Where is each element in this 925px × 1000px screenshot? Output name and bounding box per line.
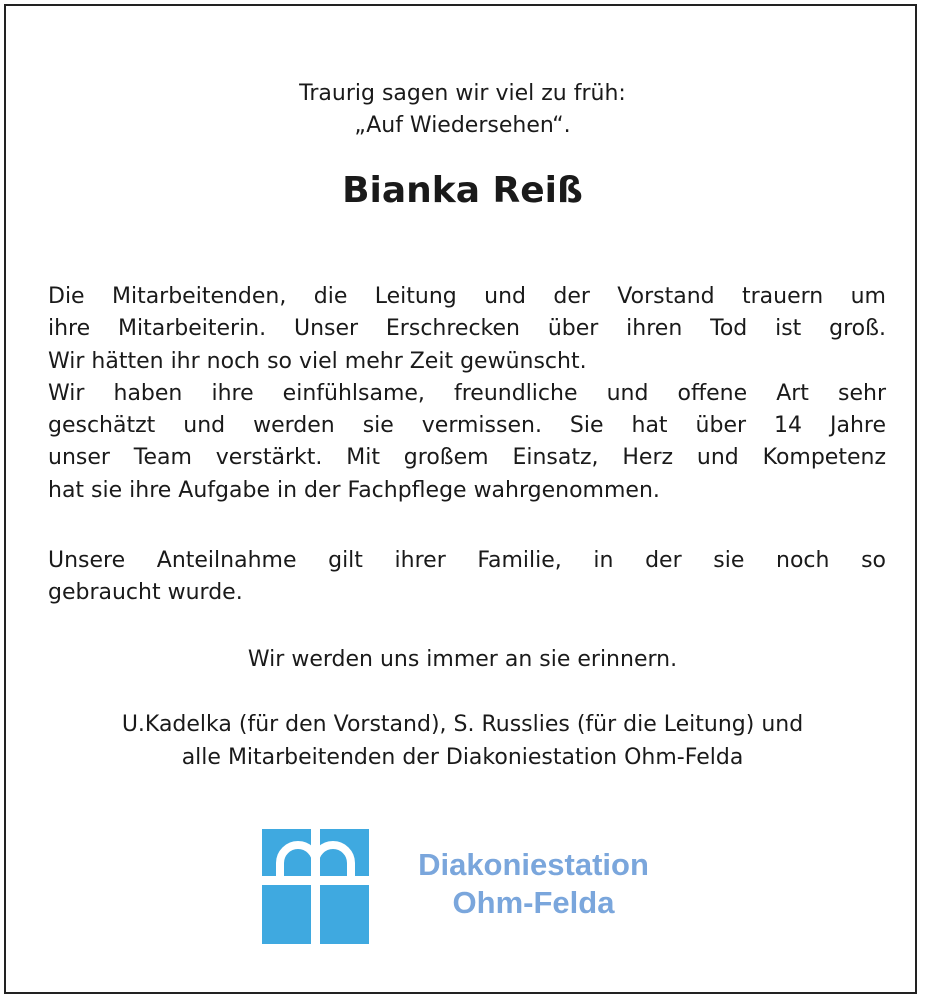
- paragraph-line: Unsere Anteilnahme gilt ihrer Familie, in der sie noch so: [48, 548, 886, 573]
- paragraph-line: geschätzt und werden sie vermissen. Sie hat über 14 Jahre: [48, 413, 886, 439]
- signature-block: [0, 709, 925, 774]
- deceased-name: Bianka Reiß: [342, 170, 583, 211]
- paragraph-line: unser Team verstärkt. Mit großem Einsatz, Herz und Kompetenz: [48, 445, 886, 471]
- condolence-paragraph: [48, 281, 886, 507]
- paragraph-line: Die Mitarbeitenden, die Leitung und der Vorstand trauern um: [48, 284, 886, 309]
- signature-line-1: U.Kadelka (für den Vorstand), S. Russlies (für die Leitung) und: [121, 712, 804, 737]
- intro-line-2: „Auf Wiedersehen“.: [354, 113, 571, 138]
- paragraph-line: Wir haben ihre einfühlsame, freundliche und offene Art sehr: [48, 380, 886, 406]
- logo-cross-horizontal: [262, 876, 369, 885]
- signature-line-2: alle Mitarbeitenden der Diakoniestation Ohm-Felda: [181, 744, 744, 770]
- intro-text: [0, 78, 925, 142]
- logo-wordmark: [386, 846, 681, 922]
- diakonie-cross-icon: [262, 829, 369, 944]
- paragraph-line: hat sie ihre Aufgabe in der Fachpflege wahrgenommen.: [48, 477, 660, 503]
- logo-line-2: Ohm-Felda: [452, 885, 615, 920]
- sympathy-paragraph: [48, 545, 886, 610]
- logo-line-1: Diakoniestation: [418, 847, 649, 882]
- paragraph-line: Wir hätten ihr noch so viel mehr Zeit gewünscht.: [48, 348, 587, 374]
- logo-cross-vertical: [311, 829, 320, 944]
- paragraph-line: ihre Mitarbeiterin. Unser Erschrecken über ihren Tod ist groß.: [48, 316, 886, 342]
- paragraph-line: gebraucht wurde.: [48, 580, 243, 606]
- remembrance-line: Wir werden uns immer an sie erinnern.: [247, 647, 678, 672]
- intro-line-1: Traurig sagen wir viel zu früh:: [299, 81, 626, 106]
